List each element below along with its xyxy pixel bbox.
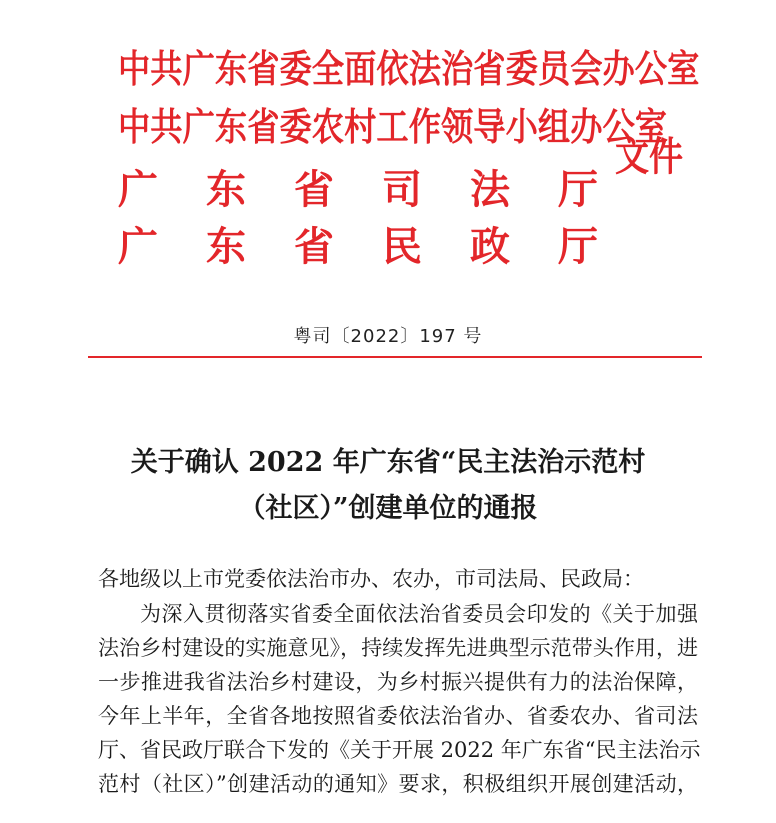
document-title: [0, 440, 776, 532]
red-divider-line: [88, 356, 702, 358]
issuer-char: 东: [206, 166, 246, 213]
document-kind-label: 文件: [615, 133, 683, 180]
document-number: 粤司〔2022〕197 号: [293, 326, 483, 347]
issuer-char: 东: [206, 223, 246, 270]
issuer-justice-department: [118, 165, 598, 215]
body-paragraph: [98, 597, 701, 801]
issuer-civil-affairs-department: [118, 222, 598, 272]
body-line: 为深入贯彻落实省委全面依法治省委员会印发的《关于加强: [140, 602, 698, 626]
title-line-1: 关于确认 2022 年广东省“民主法治示范村: [130, 447, 646, 478]
red-header: [118, 32, 698, 292]
issuer-char: 省: [294, 223, 334, 270]
issuer-char: 司: [382, 166, 422, 213]
body-line: 范村（社区）”创建活动的通知》要求，积极组织开展创建活动，: [98, 772, 698, 796]
body-line: 厅、省民政厅联合下发的《关于开展 2022 年广东省“民主法治示: [98, 738, 701, 762]
title-line-2: （社区）”创建单位的通报: [238, 493, 538, 524]
issuer-char: 厅: [558, 223, 598, 270]
body-line: 今年上半年，全省各地按照省委依法治省办、省委农办、省司法: [98, 704, 698, 728]
issuer-provincial-law-committee-office: 中共广东省委全面依法治省委员会办公室: [118, 46, 700, 91]
issuer-char: 广: [118, 223, 158, 270]
issuer-char: 广: [118, 166, 158, 213]
body-line: 法治乡村建设的实施意见》，持续发挥先进典型示范带头作用，进: [98, 636, 698, 660]
body-line: 一步推进我省法治乡村建设，为乡村振兴提供有力的法治保障，: [98, 670, 698, 694]
issuer-char: 法: [470, 166, 510, 213]
salutation: 各地级以上市党委依法治市办、农办，市司法局、民政局：: [98, 567, 644, 591]
issuer-char: 厅: [558, 166, 598, 213]
issuer-char: 民: [382, 223, 422, 270]
issuer-char: 省: [294, 166, 334, 213]
issuer-rural-work-group-office: 中共广东省委农村工作领导小组办公室: [118, 104, 668, 149]
issuer-char: 政: [470, 223, 510, 270]
